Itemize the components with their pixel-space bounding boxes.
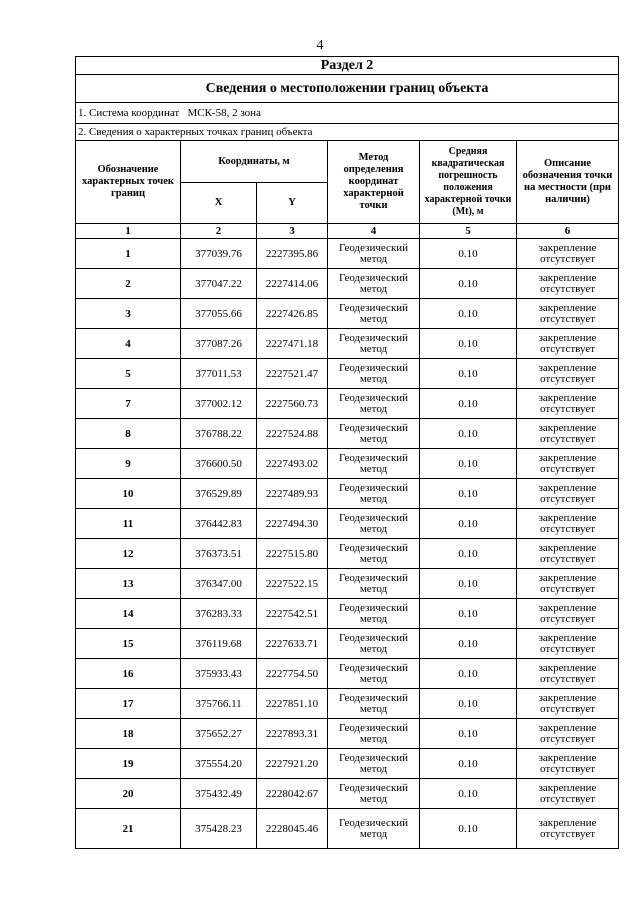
coord-x: 376442.83 bbox=[181, 509, 257, 539]
description-cell: закрепление отсутствует bbox=[517, 239, 619, 269]
mt-value: 0.10 bbox=[420, 719, 517, 749]
boundary-points-table bbox=[75, 56, 619, 849]
point-number: 12 bbox=[76, 539, 181, 569]
coord-y: 2228045.46 bbox=[257, 809, 328, 849]
coord-x: 376347.00 bbox=[181, 569, 257, 599]
column-number: 5 bbox=[420, 224, 517, 239]
header-method: Метод определения координат характерной точки bbox=[328, 141, 420, 224]
description-cell: закрепление отсутствует bbox=[517, 419, 619, 449]
header-coordinates: Координаты, м bbox=[181, 141, 328, 183]
coord-y: 2227893.31 bbox=[257, 719, 328, 749]
mt-value: 0.10 bbox=[420, 539, 517, 569]
section-label: Раздел 2 bbox=[76, 57, 619, 75]
table-row bbox=[76, 689, 619, 719]
description-cell: закрепление отсутствует bbox=[517, 809, 619, 849]
coord-y: 2227921.20 bbox=[257, 749, 328, 779]
method-cell: Геодезический метод bbox=[328, 629, 420, 659]
mt-value: 0.10 bbox=[420, 809, 517, 849]
description-cell: закрепление отсутствует bbox=[517, 269, 619, 299]
mt-value: 0.10 bbox=[420, 629, 517, 659]
section-title: Сведения о местоположении границ объекта bbox=[76, 75, 619, 103]
points-section-label: 2. Сведения о характерных точках границ объекта bbox=[76, 124, 619, 141]
coord-y: 2227521.47 bbox=[257, 359, 328, 389]
table-row bbox=[76, 779, 619, 809]
point-number: 19 bbox=[76, 749, 181, 779]
mt-value: 0.10 bbox=[420, 389, 517, 419]
coord-y: 2227542.51 bbox=[257, 599, 328, 629]
coord-y: 2227489.93 bbox=[257, 479, 328, 509]
coord-x: 375432.49 bbox=[181, 779, 257, 809]
coord-y: 2227395.86 bbox=[257, 239, 328, 269]
table-row bbox=[76, 299, 619, 329]
table-row bbox=[76, 239, 619, 269]
header-description: Описание обозначения точки на местности (при наличии) bbox=[517, 141, 619, 224]
coord-x: 377002.12 bbox=[181, 389, 257, 419]
point-number: 18 bbox=[76, 719, 181, 749]
coord-y: 2227524.88 bbox=[257, 419, 328, 449]
point-number: 3 bbox=[76, 299, 181, 329]
mt-value: 0.10 bbox=[420, 509, 517, 539]
coord-y: 2227851.10 bbox=[257, 689, 328, 719]
description-cell: закрепление отсутствует bbox=[517, 599, 619, 629]
table-row bbox=[76, 749, 619, 779]
table-row bbox=[76, 809, 619, 849]
mt-value: 0.10 bbox=[420, 419, 517, 449]
description-cell: закрепление отсутствует bbox=[517, 359, 619, 389]
coord-x: 377047.22 bbox=[181, 269, 257, 299]
description-cell: закрепление отсутствует bbox=[517, 779, 619, 809]
page-number: 4 bbox=[316, 38, 324, 53]
method-cell: Геодезический метод bbox=[328, 329, 420, 359]
method-cell: Геодезический метод bbox=[328, 779, 420, 809]
point-number: 16 bbox=[76, 659, 181, 689]
description-cell: закрепление отсутствует bbox=[517, 539, 619, 569]
coord-x: 377055.66 bbox=[181, 299, 257, 329]
description-cell: закрепление отсутствует bbox=[517, 509, 619, 539]
header-error: Средняя квадратическая погрешность положения характерной точки (Mt), м bbox=[420, 141, 517, 224]
method-cell: Геодезический метод bbox=[328, 809, 420, 849]
method-cell: Геодезический метод bbox=[328, 269, 420, 299]
method-cell: Геодезический метод bbox=[328, 449, 420, 479]
column-number: 3 bbox=[257, 224, 328, 239]
mt-value: 0.10 bbox=[420, 569, 517, 599]
method-cell: Геодезический метод bbox=[328, 569, 420, 599]
coord-y: 2227522.15 bbox=[257, 569, 328, 599]
table-row bbox=[76, 539, 619, 569]
table-row bbox=[76, 419, 619, 449]
coord-x: 375652.27 bbox=[181, 719, 257, 749]
header-designation: Обозначение характерных точек границ bbox=[76, 141, 181, 224]
description-cell: закрепление отсутствует bbox=[517, 569, 619, 599]
table-row bbox=[76, 389, 619, 419]
mt-value: 0.10 bbox=[420, 359, 517, 389]
point-number: 14 bbox=[76, 599, 181, 629]
header-y: Y bbox=[257, 183, 328, 224]
table-row bbox=[76, 479, 619, 509]
coord-y: 2227754.50 bbox=[257, 659, 328, 689]
mt-value: 0.10 bbox=[420, 689, 517, 719]
mt-value: 0.10 bbox=[420, 479, 517, 509]
point-number: 5 bbox=[76, 359, 181, 389]
column-number: 1 bbox=[76, 224, 181, 239]
column-number: 2 bbox=[181, 224, 257, 239]
point-number: 4 bbox=[76, 329, 181, 359]
table-row bbox=[76, 359, 619, 389]
point-number: 9 bbox=[76, 449, 181, 479]
coord-y: 2227633.71 bbox=[257, 629, 328, 659]
method-cell: Геодезический метод bbox=[328, 389, 420, 419]
description-cell: закрепление отсутствует bbox=[517, 449, 619, 479]
point-number: 10 bbox=[76, 479, 181, 509]
coord-y: 2227560.73 bbox=[257, 389, 328, 419]
point-number: 15 bbox=[76, 629, 181, 659]
coord-y: 2227471.18 bbox=[257, 329, 328, 359]
method-cell: Геодезический метод bbox=[328, 689, 420, 719]
coord-x: 375428.23 bbox=[181, 809, 257, 849]
table-row bbox=[76, 569, 619, 599]
mt-value: 0.10 bbox=[420, 329, 517, 359]
coord-x: 376283.33 bbox=[181, 599, 257, 629]
description-cell: закрепление отсутствует bbox=[517, 299, 619, 329]
mt-value: 0.10 bbox=[420, 749, 517, 779]
point-number: 1 bbox=[76, 239, 181, 269]
coord-y: 2227494.30 bbox=[257, 509, 328, 539]
method-cell: Геодезический метод bbox=[328, 509, 420, 539]
header-x: X bbox=[181, 183, 257, 224]
coord-y: 2228042.67 bbox=[257, 779, 328, 809]
mt-value: 0.10 bbox=[420, 299, 517, 329]
coord-x: 376788.22 bbox=[181, 419, 257, 449]
description-cell: закрепление отсутствует bbox=[517, 749, 619, 779]
description-cell: закрепление отсутствует bbox=[517, 689, 619, 719]
point-number: 11 bbox=[76, 509, 181, 539]
method-cell: Геодезический метод bbox=[328, 479, 420, 509]
mt-value: 0.10 bbox=[420, 779, 517, 809]
description-cell: закрепление отсутствует bbox=[517, 659, 619, 689]
method-cell: Геодезический метод bbox=[328, 659, 420, 689]
coord-x: 377087.26 bbox=[181, 329, 257, 359]
coord-x: 375766.11 bbox=[181, 689, 257, 719]
method-cell: Геодезический метод bbox=[328, 299, 420, 329]
description-cell: закрепление отсутствует bbox=[517, 629, 619, 659]
method-cell: Геодезический метод bbox=[328, 539, 420, 569]
point-number: 21 bbox=[76, 809, 181, 849]
method-cell: Геодезический метод bbox=[328, 239, 420, 269]
mt-value: 0.10 bbox=[420, 449, 517, 479]
coord-x: 377011.53 bbox=[181, 359, 257, 389]
coord-x: 376119.68 bbox=[181, 629, 257, 659]
coord-x: 376373.51 bbox=[181, 539, 257, 569]
method-cell: Геодезический метод bbox=[328, 719, 420, 749]
point-number: 13 bbox=[76, 569, 181, 599]
coordinate-system: 1. Система координат МСК-58, 2 зона bbox=[76, 103, 619, 124]
description-cell: закрепление отсутствует bbox=[517, 479, 619, 509]
method-cell: Геодезический метод bbox=[328, 419, 420, 449]
mt-value: 0.10 bbox=[420, 269, 517, 299]
point-number: 17 bbox=[76, 689, 181, 719]
description-cell: закрепление отсутствует bbox=[517, 329, 619, 359]
coord-y: 2227515.80 bbox=[257, 539, 328, 569]
coord-y: 2227426.85 bbox=[257, 299, 328, 329]
coord-x: 376529.89 bbox=[181, 479, 257, 509]
mt-value: 0.10 bbox=[420, 659, 517, 689]
table-row bbox=[76, 509, 619, 539]
coord-x: 377039.76 bbox=[181, 239, 257, 269]
table-row bbox=[76, 659, 619, 689]
coord-x: 376600.50 bbox=[181, 449, 257, 479]
table-row bbox=[76, 269, 619, 299]
table-row bbox=[76, 599, 619, 629]
mt-value: 0.10 bbox=[420, 599, 517, 629]
table-row bbox=[76, 449, 619, 479]
table-row bbox=[76, 719, 619, 749]
point-number: 20 bbox=[76, 779, 181, 809]
coord-x: 375554.20 bbox=[181, 749, 257, 779]
point-number: 7 bbox=[76, 389, 181, 419]
description-cell: закрепление отсутствует bbox=[517, 719, 619, 749]
description-cell: закрепление отсутствует bbox=[517, 389, 619, 419]
method-cell: Геодезический метод bbox=[328, 359, 420, 389]
column-number: 6 bbox=[517, 224, 619, 239]
coord-x: 375933.43 bbox=[181, 659, 257, 689]
method-cell: Геодезический метод bbox=[328, 749, 420, 779]
coord-y: 2227414.06 bbox=[257, 269, 328, 299]
mt-value: 0.10 bbox=[420, 239, 517, 269]
point-number: 2 bbox=[76, 269, 181, 299]
table-row bbox=[76, 629, 619, 659]
coord-y: 2227493.02 bbox=[257, 449, 328, 479]
column-number: 4 bbox=[328, 224, 420, 239]
point-number: 8 bbox=[76, 419, 181, 449]
method-cell: Геодезический метод bbox=[328, 599, 420, 629]
table-row bbox=[76, 329, 619, 359]
